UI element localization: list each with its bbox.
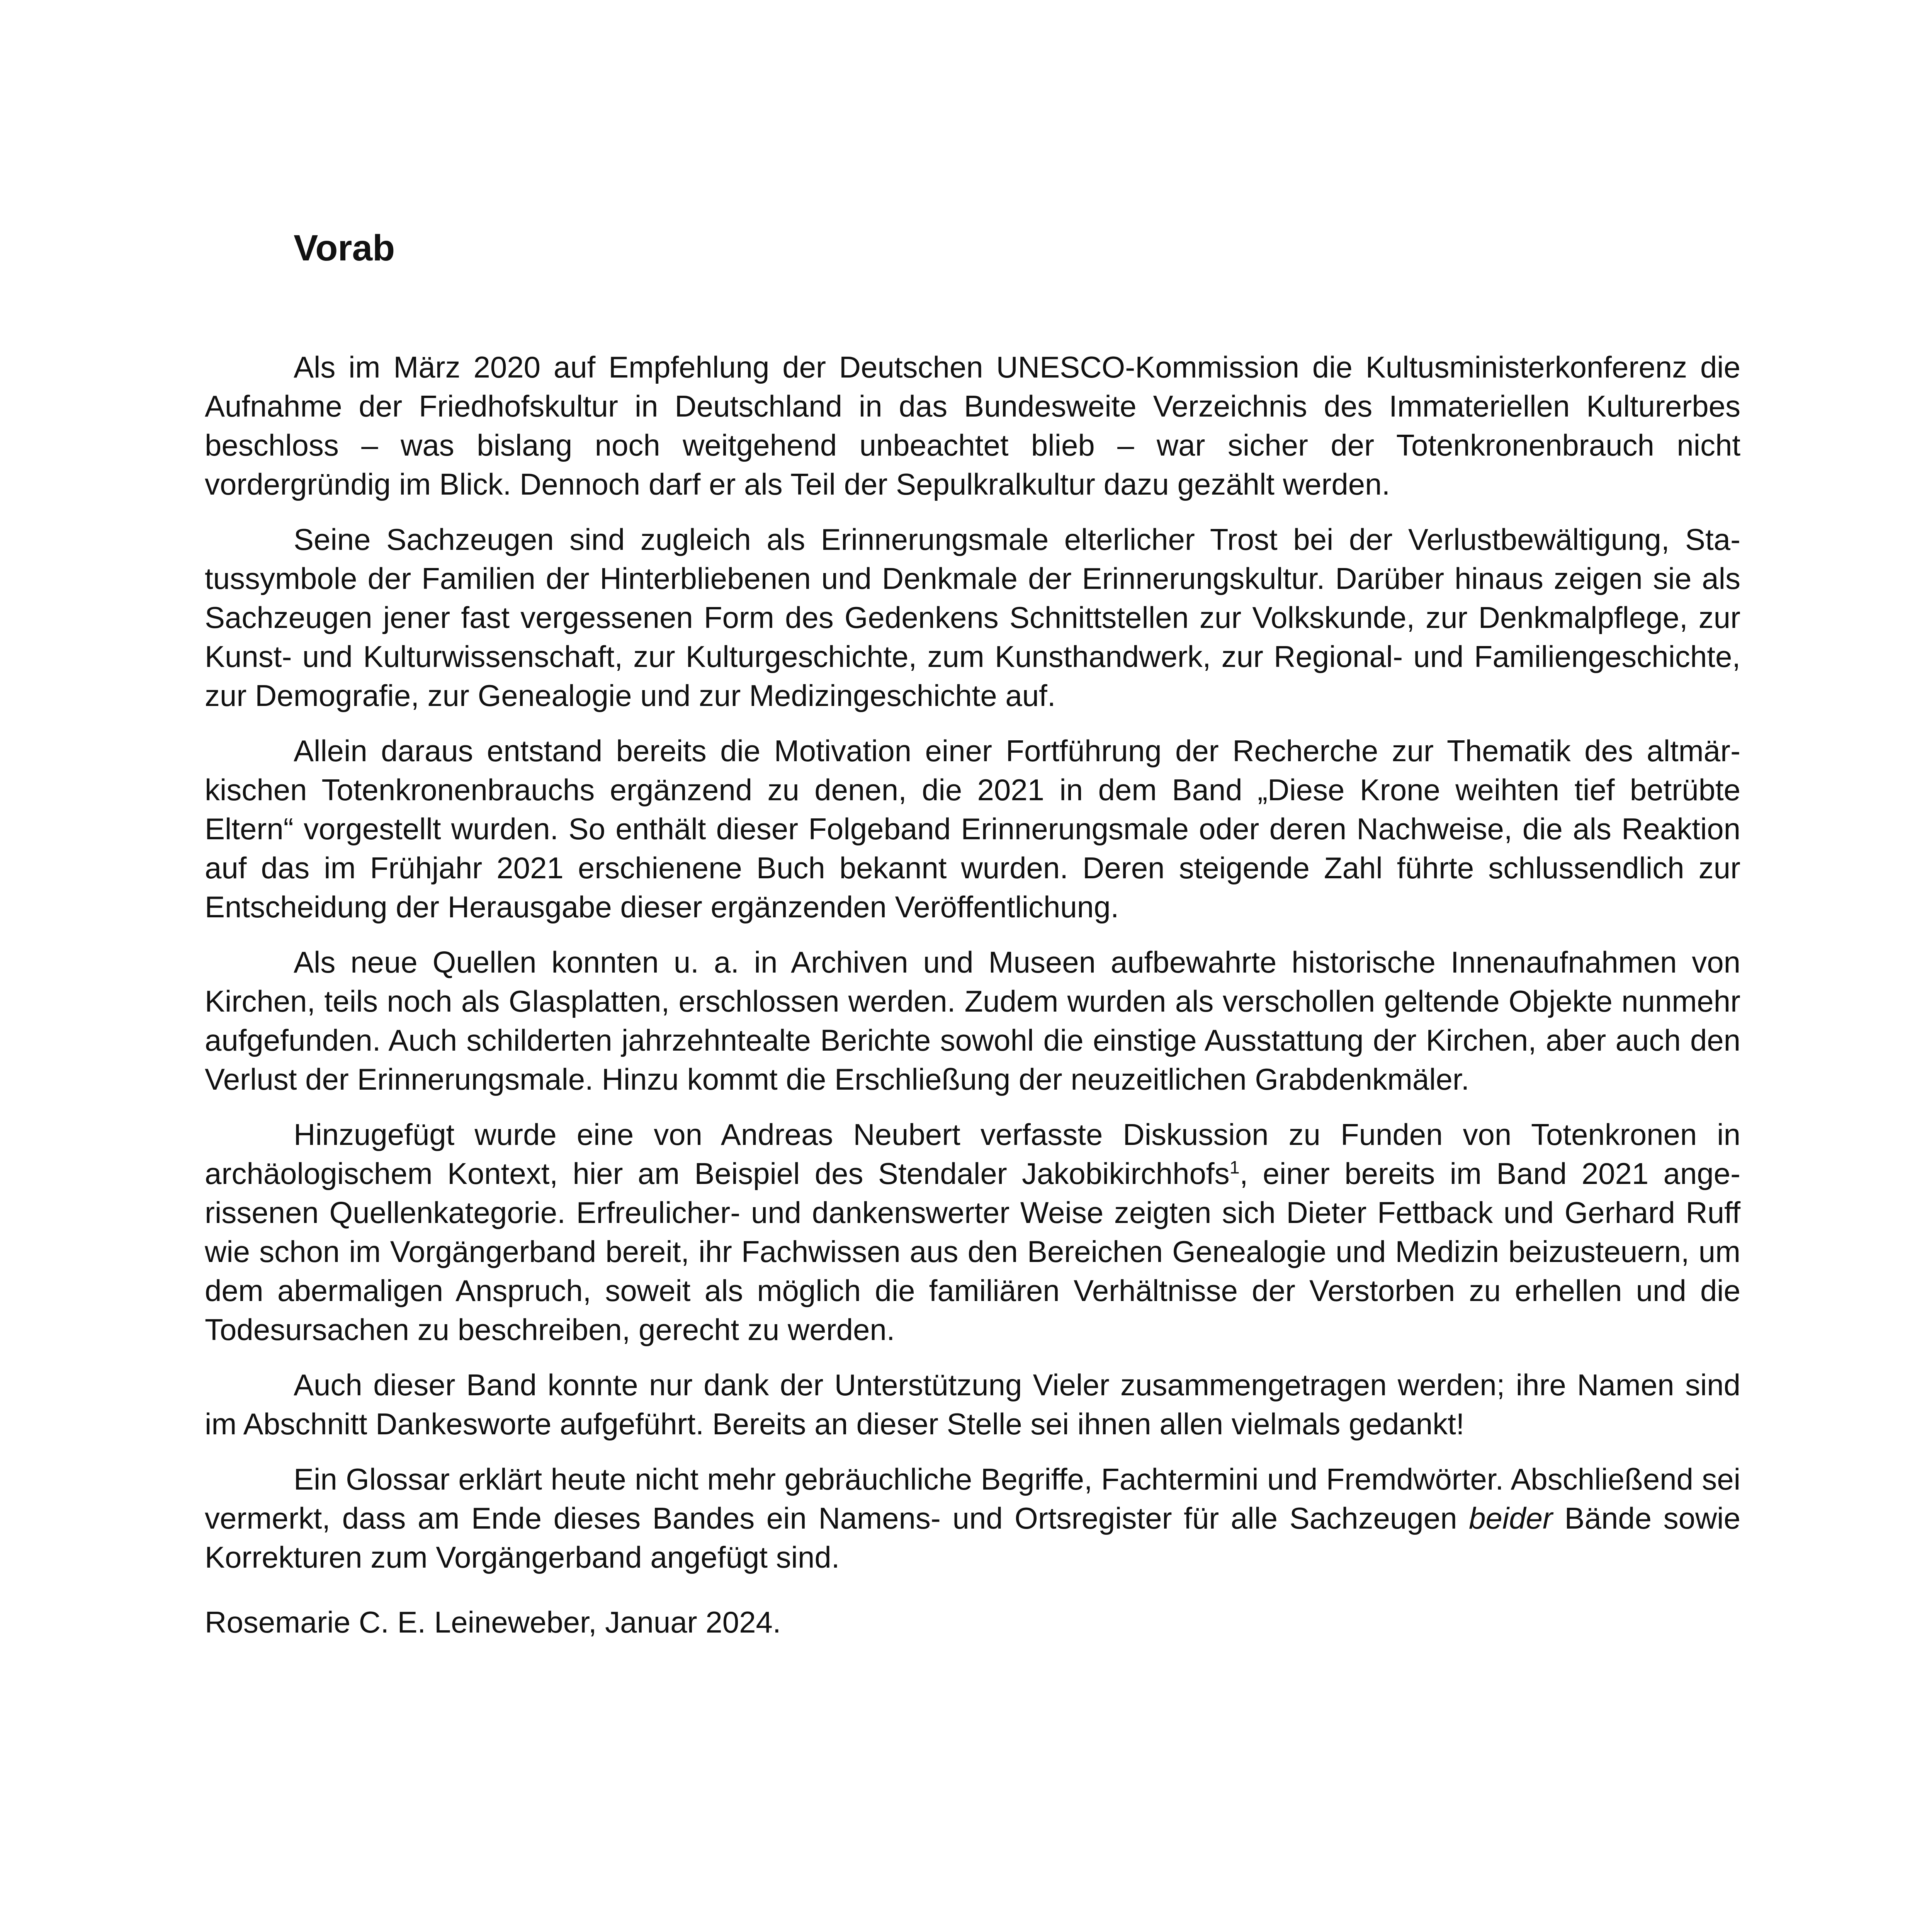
footnote-reference[interactable]: 1: [1229, 1157, 1240, 1177]
paragraph-7-text-a: Ein Glossar erklärt heute nicht mehr gebräuchliche Begriffe, Fachtermini und Fremdwörter. Abschließend sei vermerkt, dass am Ende dieses Bandes ein Namens- und Ortsregister für alle Sachzeugen: [205, 1462, 1740, 1535]
paragraph-6: Auch dieser Band konnte nur dank der Unterstützung Vieler zusammengetragen werden; ihre Namen sind im Abschnitt Dankesworte aufgeführt. Bereits an dieser Stelle sei ihnen allen vielmals gedankt!: [205, 1368, 1740, 1441]
section-heading: Vorab: [294, 228, 395, 269]
paragraph-1: Als im März 2020 auf Empfehlung der Deutschen UNESCO-Kommission die Kultusministerkonferenz die Aufnahme der Friedhofskultur in Deutschland in das Bundesweite Verzeichnis des Immateriellen Kulturerbes beschloss – was bislang noch weitgehend unbeachtet blieb – war sicher der Totenkronenbrauch nicht vordergründig im Blick. Dennoch darf er als Teil der Sepulkralkultur dazu gezählt werden.: [205, 350, 1740, 501]
paragraph-5-text-b: , einer bereits im Band 2021 angerissenen Quellenkategorie. Erfreulicher- und dankenswerter Weise zeigten sich Dieter Fettback und Gerhard Ruff wie schon im Vorgängerband bereit, ihr Fachwissen aus den Bereichen Genealogie und Medizin beizusteuern, um dem abermaligen Anspruch, soweit als möglich die familiären Verhältnisse der Verstorben zu erhellen und die Todesursachen zu beschreiben, gerecht zu werden.: [205, 1156, 1740, 1347]
paragraph-4: Als neue Quellen konnten u. a. in Archiven und Museen aufbewahrte historische Innenaufnahmen von Kirchen, teils noch als Glasplatten, erschlossen werden. Zudem wurden als verschollen geltende Objekte nunmehr aufgefunden. Auch schilderten jahrzehntealte Berichte sowohl die einstige Ausstattung der Kirchen, aber auch den Verlust der Erinnerungsmale. Hinzu kommt die Erschließung der neuzeitlichen Grabdenkmäler.: [205, 945, 1740, 1096]
signature: Rosemarie C. E. Leineweber, Januar 2024.: [205, 1605, 781, 1639]
paragraph-5-text-a: Hinzugefügt wurde eine von Andreas Neubert verfasste Diskussion zu Funden von Totenkronen in archäologischem Kontext, hier am Beispiel des Stendaler Jakobikirchhofs: [205, 1117, 1740, 1190]
paragraph-2: Seine Sachzeugen sind zugleich als Erinnerungsmale elterlicher Trost bei der Verlustbewältigung, Statussymbole der Familien der Hinterbliebenen und Denkmale der Erinnerungskultur. Darüber hinaus zeigen sie als Sachzeugen jener fast vergessenen Form des Gedenkens Schnittstellen zur Volkskunde, zur Denkmalpflege, zur Kunst- und Kulturwissenschaft, zur Kulturgeschichte, zum Kunsthandwerk, zur Regional- und Familiengeschichte, zur Demografie, zur Genealogie und zur Medizingeschichte auf.: [205, 522, 1740, 713]
paragraph-7: [205, 1460, 1740, 1577]
paragraph-3: Allein daraus entstand bereits die Motivation einer Fortführung der Recherche zur Thematik des altmärkischen Totenkronenbrauchs ergänzend zu denen, die 2021 in dem Band „Diese Krone weihten tief betrübte Eltern“ vorgestellt wurden. So enthält dieser Folgeband Erinnerungsmale oder deren Nachweise, die als Reaktion auf das im Frühjahr 2021 erschienene Buch bekannt wurden. Deren steigende Zahl führte schlussendlich zur Entscheidung der Herausgabe dieser ergänzenden Veröffentlichung.: [205, 734, 1740, 924]
body-text: [205, 348, 1740, 1593]
paragraph-7-emphasis: beider: [1469, 1501, 1553, 1535]
paragraph-5: [205, 1115, 1740, 1349]
paragraph-7-text-b: Bände sowie Korrekturen zum Vorgängerband angefügt sind.: [205, 1501, 1741, 1574]
